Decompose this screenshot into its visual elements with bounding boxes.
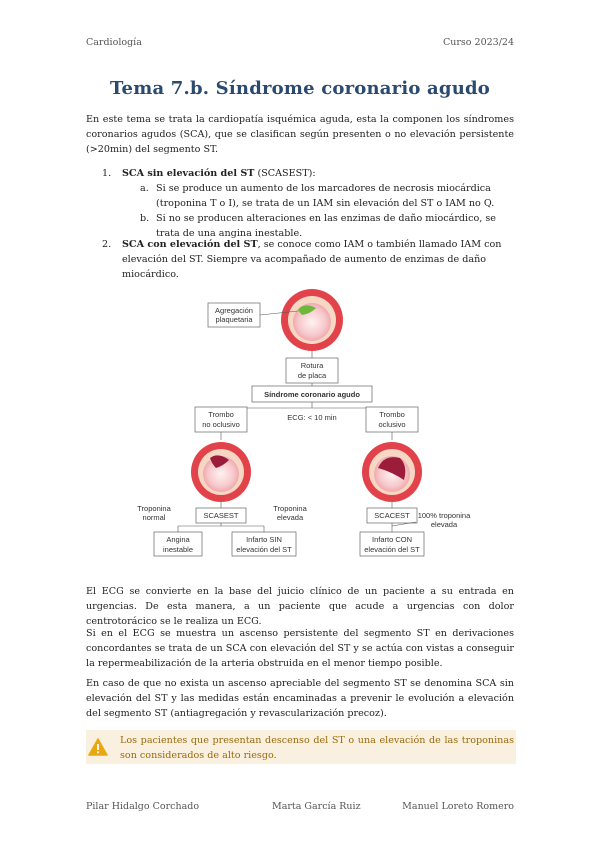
sca-diagram — [126, 282, 476, 564]
warning-icon — [88, 738, 108, 756]
svg-text:oclusivo: oclusivo — [378, 420, 406, 429]
svg-text:elevación del ST: elevación del ST — [236, 545, 292, 554]
list-item-scasest — [86, 166, 514, 241]
footer-author-1: Pilar Hidalgo Corchado — [86, 801, 200, 812]
svg-text:Síndrome coronario agudo: Síndrome coronario agudo — [264, 390, 360, 399]
scacest-box — [367, 508, 417, 523]
cien-troponina-label: 100% troponina — [417, 511, 471, 520]
svg-text:elevación del ST: elevación del ST — [364, 545, 420, 554]
scasest-box — [196, 508, 246, 523]
infarto-con-box — [360, 532, 424, 556]
svg-text:elevada: elevada — [276, 513, 304, 522]
infarto-sin-box — [232, 532, 296, 556]
svg-text:de placa: de placa — [297, 371, 327, 380]
svg-text:SCACEST: SCACEST — [374, 511, 410, 520]
rotura-box — [286, 358, 338, 383]
footer-author-3: Manuel Loreto Romero — [402, 801, 514, 812]
svg-text:SCASEST: SCASEST — [203, 511, 239, 520]
svg-text:Infarto SIN: Infarto SIN — [246, 535, 282, 544]
svg-text:Agregación: Agregación — [215, 306, 253, 315]
troponina-normal-label: Troponina — [137, 504, 171, 513]
intro-paragraph: En este tema se trata la cardiopatía isquémica aguda, esta la componen los síndromes coronarios agudos (SCA), que se clasifican según presenten o no elevación persistente (>20min) del segmento ST. — [86, 114, 514, 155]
svg-text:normal: normal — [142, 513, 166, 522]
sindrome-box — [252, 386, 372, 402]
list-number: 2. — [102, 239, 112, 250]
troponina-elevada-label: Troponina — [273, 504, 307, 513]
list-number: 1. — [102, 168, 112, 179]
svg-text:Trombo: Trombo — [208, 410, 234, 419]
trombo-no-oclusivo-box — [195, 407, 247, 432]
svg-text:elevada: elevada — [430, 520, 458, 529]
sub-item-a: a. Si se produce un aumento de los marcadores de necrosis miocárdica (troponina T o I), se trata de un IAM sin elevación del ST o IAM no Q. — [140, 183, 495, 209]
agregacion-box — [208, 303, 260, 327]
paragraph-st-elevation: Si en el ECG se muestra un ascenso persistente del segmento ST en derivaciones concordantes se trata de un SCA con elevación del ST y se actúa con vistas a conseguir la repermeabilización de la arteria obstruida en el menor tiempo posible. — [86, 628, 514, 669]
vessel-plaque-rupture-illustration — [281, 289, 343, 351]
sub-item-b: b. Si no se producen alteraciones en las enzimas de daño miocárdico, se trata de una angina inestable. — [140, 213, 496, 239]
angina-inestable-box — [154, 532, 202, 556]
svg-text:no oclusivo: no oclusivo — [202, 420, 240, 429]
warning-note-text: Los pacientes que presentan descenso del ST o una elevación de las troponinas son considerados de alto riesgo. — [120, 735, 514, 761]
footer-author-2: Marta García Ruiz — [272, 801, 361, 812]
list-item-rest: , se conoce como IAM o también llamado IAM con elevación del ST. Siempre va acompañado de aumento de enzimas de daño miocárdico. — [122, 239, 502, 280]
list-item-bold: SCA sin elevación del ST — [122, 168, 255, 179]
svg-text:Rotura: Rotura — [300, 361, 324, 370]
header-course-year: Curso 2023/24 — [442, 37, 514, 48]
vessel-non-occlusive-illustration — [191, 442, 251, 502]
list-item-scacest — [86, 237, 514, 282]
paragraph-ecg: El ECG se convierte en la base del juicio clínico de un paciente a su entrada en urgencias. De esta manera, a un paciente que acude a urgencias con dolor centrotorácico se le realiza un ECG. — [86, 586, 514, 627]
list-item-rest: (SCASEST): — [254, 168, 316, 179]
ecg-time-label: ECG: < 10 min — [287, 413, 337, 422]
svg-text:plaquetaria: plaquetaria — [215, 315, 253, 324]
svg-text:inestable: inestable — [162, 545, 194, 554]
svg-text:Angina: Angina — [166, 535, 190, 544]
trombo-oclusivo-box — [366, 407, 418, 432]
header-course-subject: Cardiología — [86, 37, 142, 48]
paragraph-no-st-elevation: En caso de que no exista un ascenso apreciable del segmento ST se denomina SCA sin elevación del ST y las medidas están encaminadas a prevenir le evolución a elevación del segmento ST (antiagregación y revascularización precoz). — [86, 678, 514, 719]
svg-text:Trombo: Trombo — [379, 410, 405, 419]
page-title: Tema 7.b. Síndrome coronario agudo — [110, 78, 490, 99]
svg-text:Infarto CON: Infarto CON — [371, 535, 413, 544]
warning-note — [86, 730, 516, 764]
list-item-bold: SCA con elevación del ST — [122, 239, 258, 250]
vessel-occlusive-illustration — [362, 442, 422, 502]
